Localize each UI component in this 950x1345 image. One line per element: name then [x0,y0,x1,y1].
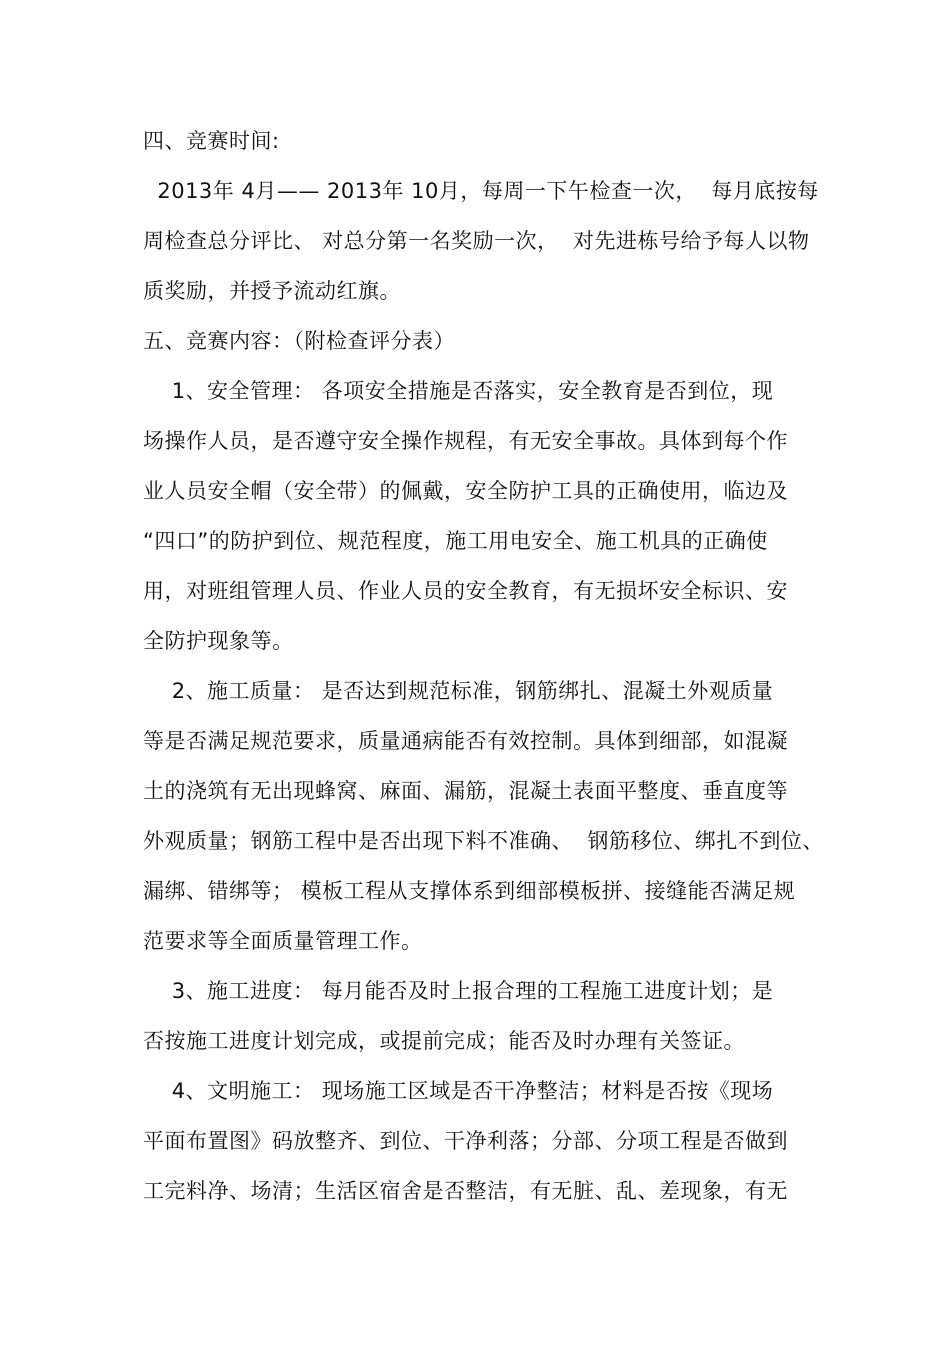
text-line: 用，对班组管理人员、作业人员的安全教育，有无损坏安全标识、安 [143,579,788,603]
text-line: “四口”的防护到位、规范程度，施工用电安全、施工机具的正确使 [143,529,768,553]
text-line: 1、安全管理： 各项安全措施是否落实，安全教育是否到位，现 [143,379,774,403]
text-line: 平面布置图》码放整齐、到位、干净利落；分部、分项工程是否做到 [143,1129,788,1153]
text-line: 业人员安全帽（安全带）的佩戴，安全防护工具的正确使用，临边及 [143,479,788,503]
section-heading-time: 四、竞赛时间: [143,129,280,153]
text-line: 周检查总分评比、 对总分第一名奖励一次， 对先进栋号给予每人以物 [143,229,810,253]
text-line: 否按施工进度计划完成，或提前完成；能否及时办理有关签证。 [143,1029,745,1053]
text-line: 3、施工进度： 每月能否及时上报合理的工程施工进度计划；是 [143,979,774,1003]
text-line: 外观质量；钢筋工程中是否出现下料不准确、 钢筋移位、绑扎不到位、 [143,829,824,853]
text-line: 2、施工质量： 是否达到规范标准，钢筋绑扎、混凝土外观质量 [143,679,774,703]
text-line: 等是否满足规范要求，质量通病能否有效控制。具体到细部，如混凝 [143,729,788,753]
text-line: 质奖励，并授予流动红旗。 [143,279,401,303]
text-line: 土的浇筑有无出现蜂窝、麻面、漏筋，混凝土表面平整度、垂直度等 [143,779,788,803]
section-heading-content: 五、竞赛内容：（附检查评分表） [143,329,455,353]
text-line: 场操作人员，是否遵守安全操作规程，有无安全事故。具体到每个作 [143,429,788,453]
text-line: 2013年 4月—— 2013年 10月，每周一下午检查一次， 每月底按每 [143,179,819,203]
text-line: 4、文明施工： 现场施工区域是否干净整洁；材料是否按《现场 [143,1079,774,1103]
text-line: 漏绑、错绑等； 模板工程从支撑体系到细部模板拼、接缝能否满足规 [143,879,796,903]
text-line: 范要求等全面质量管理工作。 [143,929,423,953]
text-line: 全防护现象等。 [143,629,294,653]
text-line: 工完料净、场清；生活区宿舍是否整洁，有无脏、乱、差现象，有无 [143,1179,788,1203]
